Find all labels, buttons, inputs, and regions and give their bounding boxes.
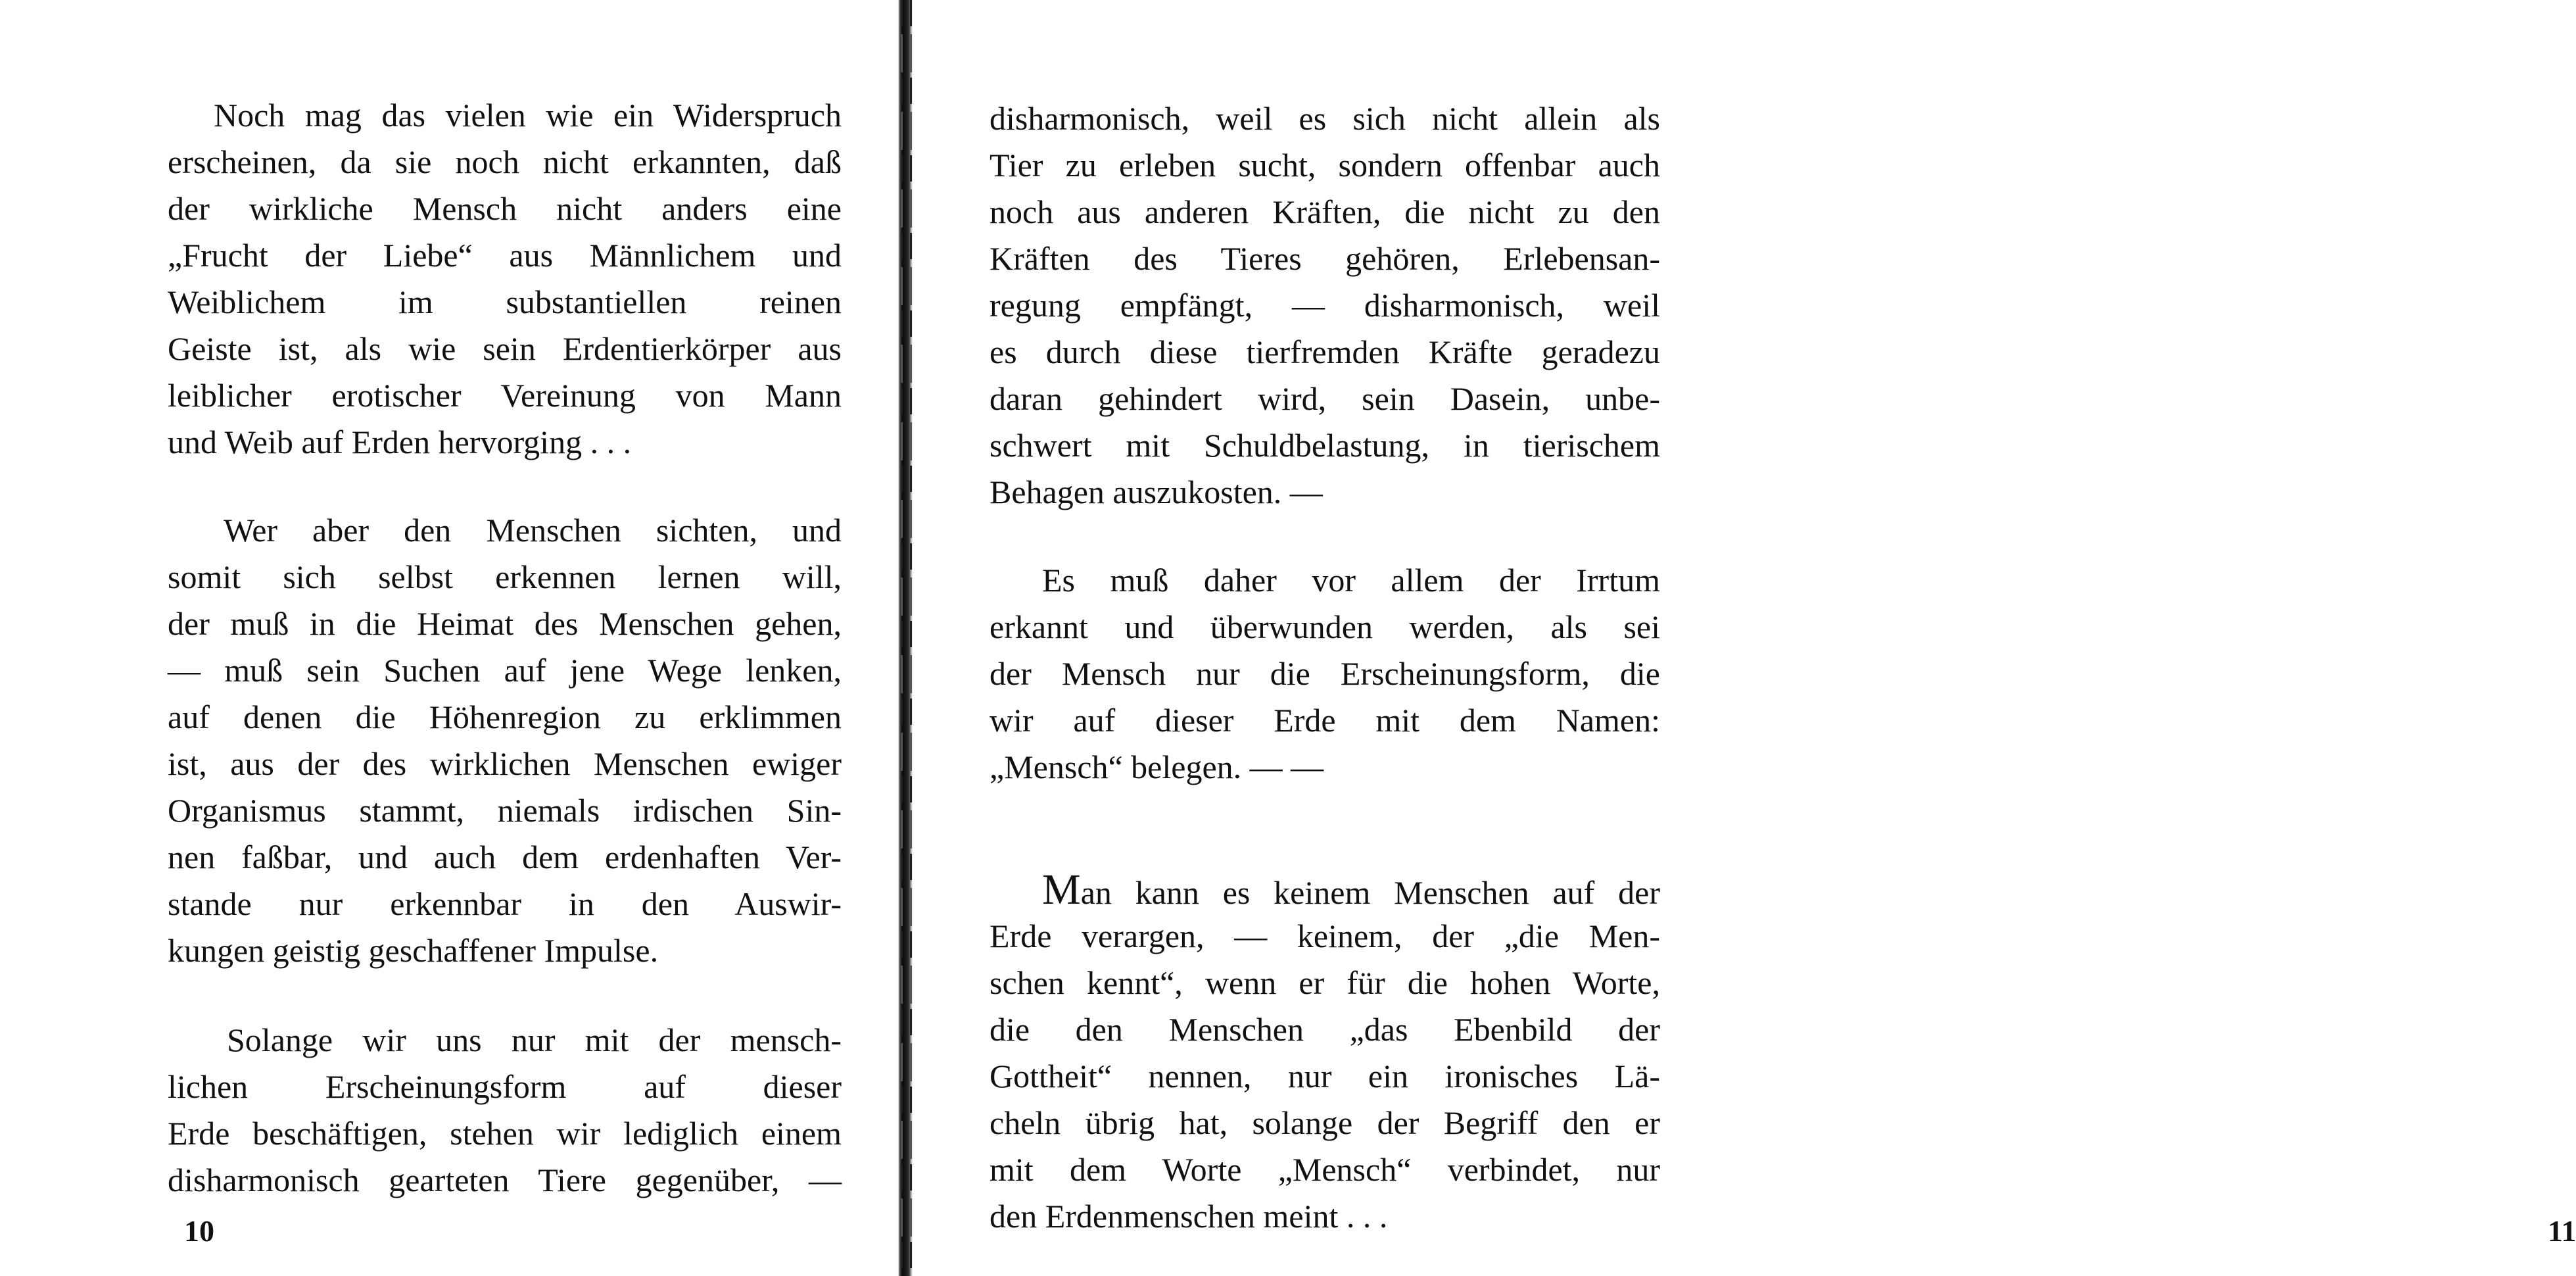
text-line: auf denen die Höhenregion zu erklimmen xyxy=(168,699,842,735)
text-line: — muß sein Suchen auf jene Wege lenken, xyxy=(168,652,842,689)
gutter-edge-right xyxy=(910,0,912,1276)
text-line: Behagen auszukosten. — xyxy=(990,474,1323,510)
text-line: wir auf dieser Erde mit dem Namen: xyxy=(990,702,1660,739)
text-line: es durch diese tierfremden Kräfte geradezu xyxy=(990,333,1660,370)
text-line: den Erdenmenschen meint . . . xyxy=(990,1198,1388,1235)
text-line: die den Menschen „das Ebenbild der xyxy=(990,1011,1660,1048)
text-line: Solange wir uns nur mit der mensch- xyxy=(227,1021,842,1058)
text-line: schwert mit Schuldbelastung, in tierischem xyxy=(990,427,1660,464)
text-line: cheln übrig hat, solange der Begriff den er xyxy=(990,1104,1660,1141)
page-number: 11 xyxy=(2548,1214,2576,1248)
paragraph xyxy=(168,507,842,974)
text-line: der wirkliche Mensch nicht anders eine xyxy=(168,190,842,227)
gutter-edge-left xyxy=(901,0,903,1276)
text-line: „Frucht der Liebe“ aus Männlichem und xyxy=(168,237,842,274)
text-line: Erde beschäftigen, stehen wir lediglich einem xyxy=(168,1115,842,1152)
left-text-column xyxy=(168,92,842,1204)
text-line: noch aus anderen Kräften, die nicht zu den xyxy=(990,193,1660,230)
text-line: Tier zu erleben sucht, sondern offenbar auch xyxy=(990,147,1660,184)
text-line: mit dem Worte „Mensch“ verbindet, nur xyxy=(990,1151,1660,1188)
paragraph xyxy=(168,92,842,466)
text-line: daran gehindert wird, sein Dasein, unbe- xyxy=(990,380,1660,417)
left-page xyxy=(0,0,901,1276)
text-line-rest: an kann es keinem Menschen auf der xyxy=(1080,874,1660,911)
text-line: disharmonisch gearteten Tiere gegenüber, — xyxy=(168,1162,842,1198)
text-line: disharmonisch, weil es sich nicht allein als xyxy=(990,100,1660,137)
text-line: Gottheit“ nennen, nur ein ironisches Lä- xyxy=(990,1058,1660,1094)
text-line: Wer aber den Menschen sichten, und xyxy=(224,512,842,549)
text-line: regung empfängt, — disharmonisch, weil xyxy=(990,287,1660,324)
right-page xyxy=(920,0,2576,1276)
text-line: erkannt und überwunden werden, als sei xyxy=(990,608,1660,645)
text-line xyxy=(990,866,1660,913)
text-line: der muß in die Heimat des Menschen gehen, xyxy=(168,605,842,642)
page-number: 10 xyxy=(184,1214,214,1248)
text-line: und Weib auf Erden hervorging . . . xyxy=(168,424,632,460)
text-line: Organismus stammt, niemals irdischen Sin- xyxy=(168,792,842,829)
text-line: Erde verargen, — keinem, der „die Men- xyxy=(990,918,1660,954)
paragraph xyxy=(990,557,1660,791)
initial-letter: M xyxy=(1042,866,1081,914)
paragraph xyxy=(990,866,1660,1240)
section-gap xyxy=(990,791,1660,866)
text-line: Noch mag das vielen wie ein Widerspruch xyxy=(214,97,842,134)
text-line: leiblicher erotischer Vereinung von Mann xyxy=(168,377,842,414)
text-line: nen faßbar, und auch dem erdenhaften Ver- xyxy=(168,839,842,875)
text-line: lichen Erscheinungsform auf dieser xyxy=(168,1068,842,1105)
text-line: Kräften des Tieres gehören, Erlebensan- xyxy=(990,240,1660,277)
paragraph-gap xyxy=(990,516,1660,557)
text-line: somit sich selbst erkennen lernen will, xyxy=(168,558,842,595)
text-line: kungen geistig geschaffener Impulse. xyxy=(168,932,659,969)
right-text-column xyxy=(990,95,1660,1240)
text-line: Weiblichem im substantiellen reinen xyxy=(168,283,842,320)
text-line: schen kennt“, wenn er für die hohen Worte, xyxy=(990,964,1660,1001)
text-line: stande nur erkennbar in den Auswir- xyxy=(168,885,842,922)
paragraph xyxy=(990,95,1660,516)
text-line: erscheinen, da sie noch nicht erkannten, daß xyxy=(168,143,842,180)
paragraph-gap xyxy=(168,466,842,507)
text-line: der Mensch nur die Erscheinungsform, die xyxy=(990,655,1660,692)
text-line: „Mensch“ belegen. — — xyxy=(990,748,1324,785)
paragraph-gap xyxy=(168,974,842,1017)
text-line: Geiste ist, als wie sein Erdentierkörper aus xyxy=(168,330,842,367)
paragraph xyxy=(168,1017,842,1204)
text-line: ist, aus der des wirklichen Menschen ewiger xyxy=(168,745,842,782)
text-line: Es muß daher vor allem der Irrtum xyxy=(1042,562,1660,599)
